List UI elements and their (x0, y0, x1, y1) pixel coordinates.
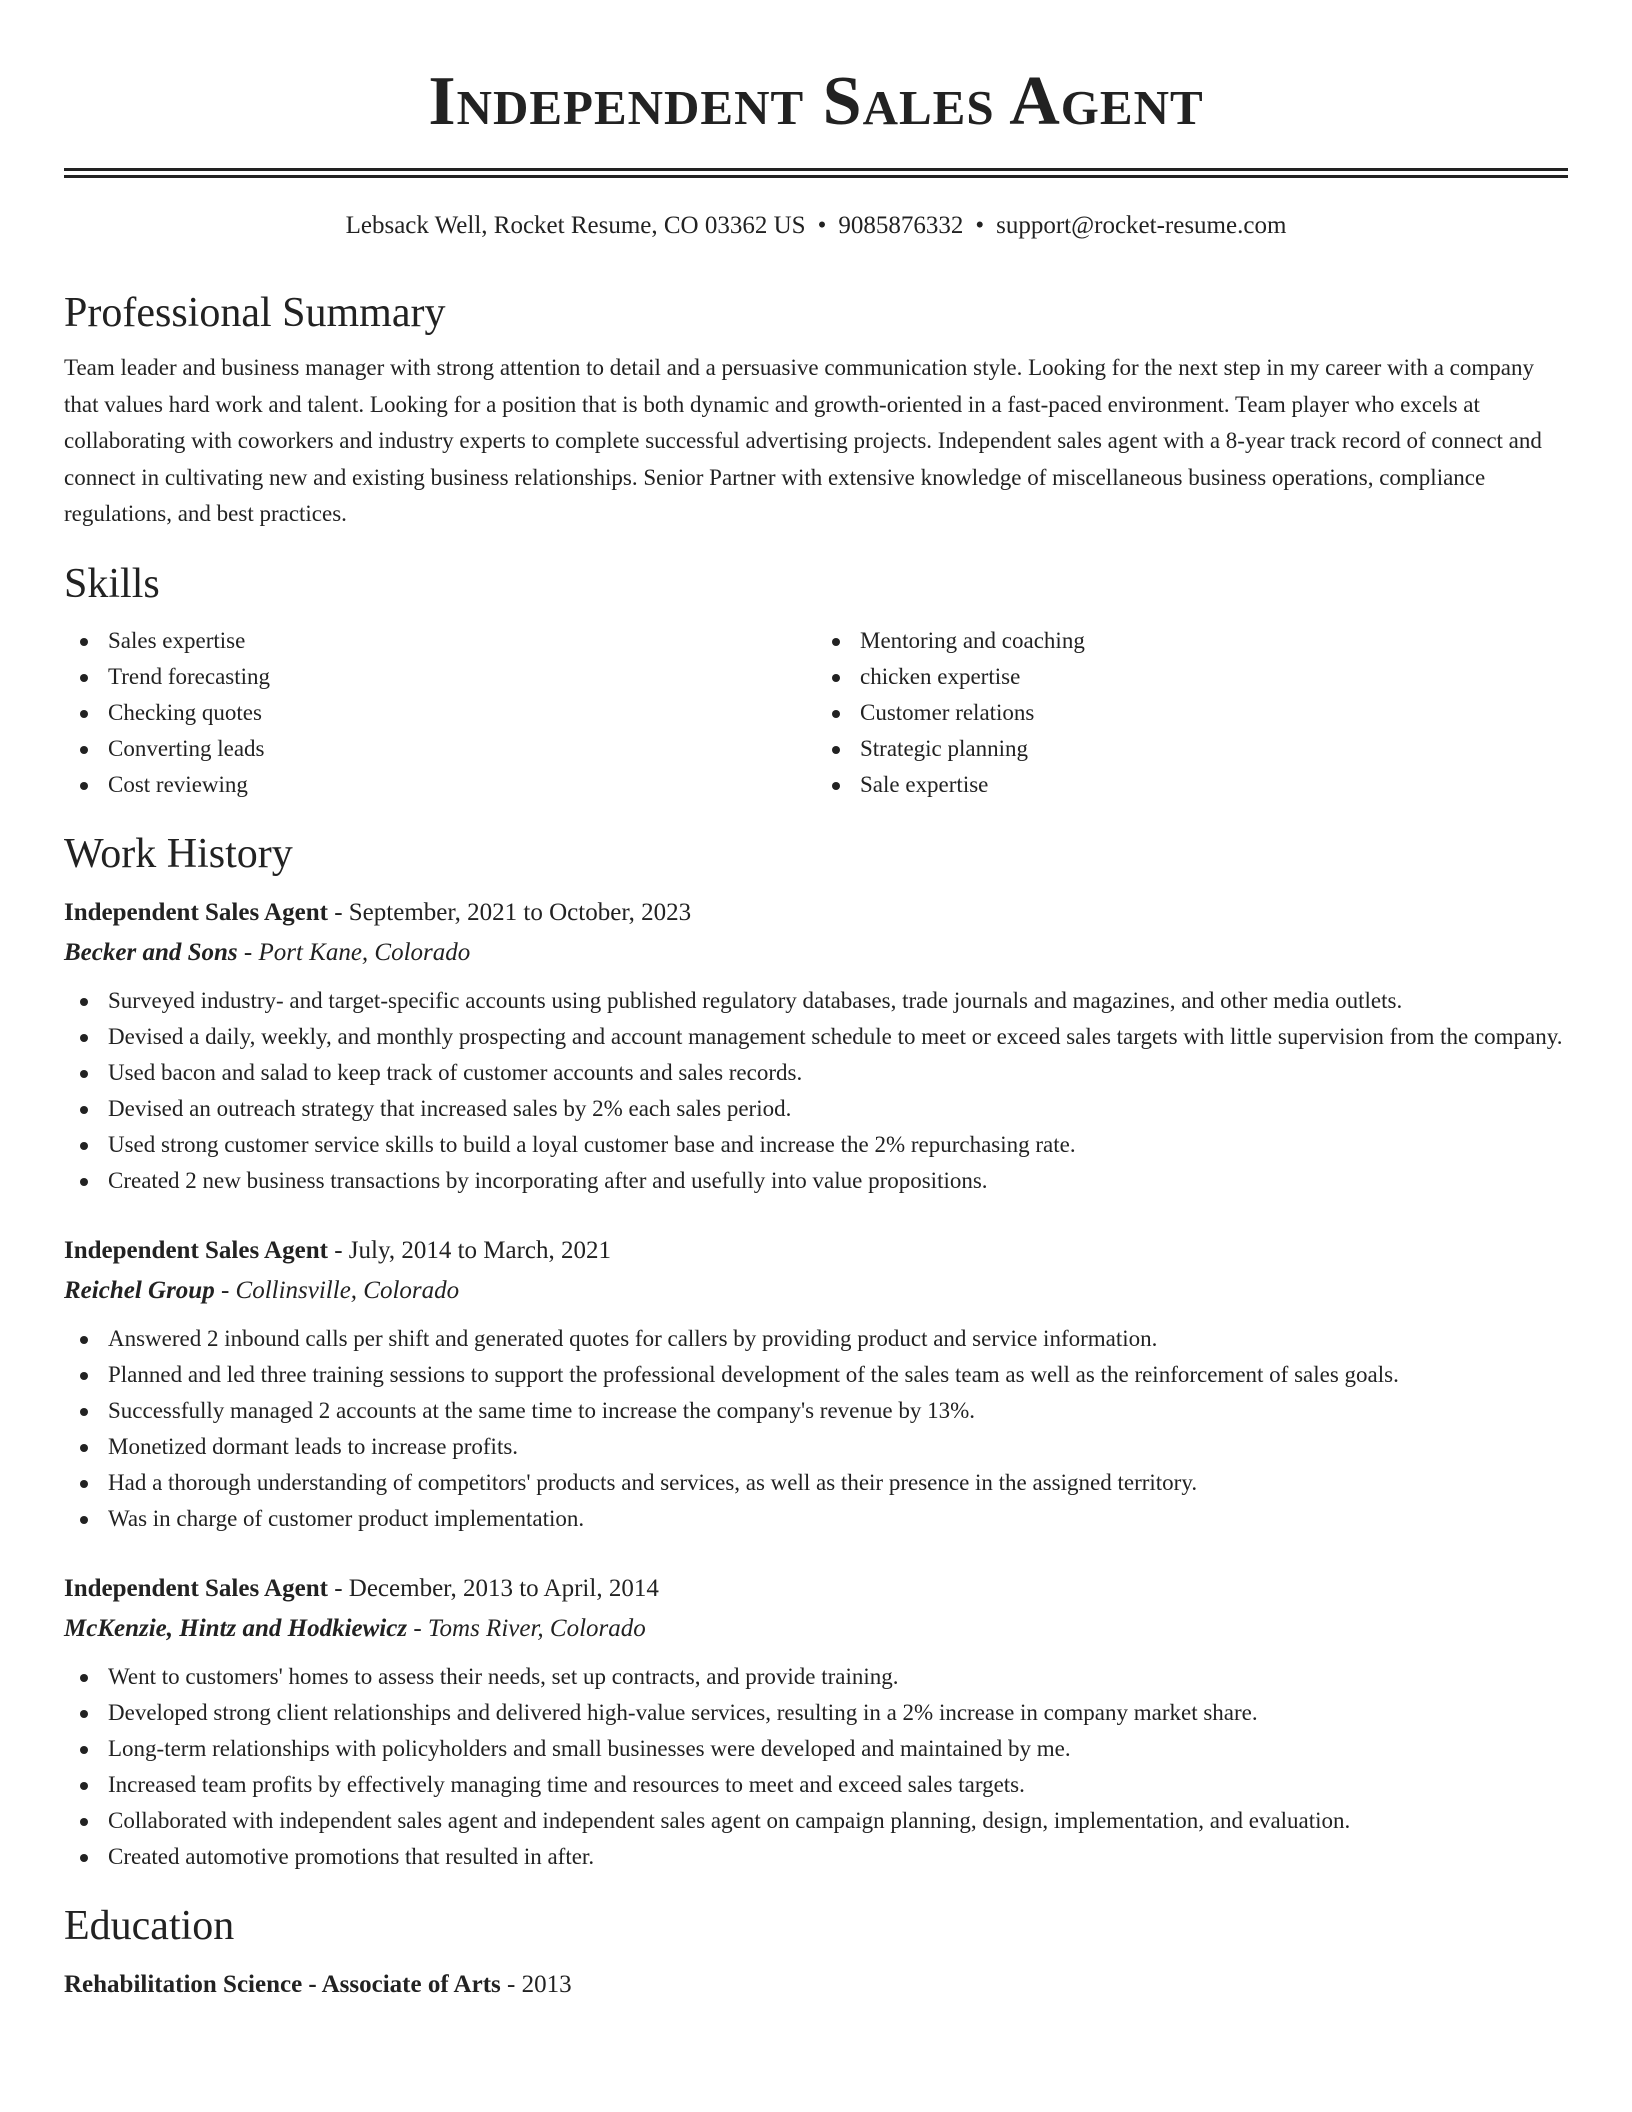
skill-item: Mentoring and coaching (816, 623, 1568, 659)
contact-separator: • (975, 212, 985, 239)
skill-item: chicken expertise (816, 659, 1568, 695)
job-bullet: Developed strong client relationships and delivered high-value services, resulting in a 2% increase in company market share. (64, 1695, 1568, 1731)
job-bullet: Collaborated with independent sales agent and independent sales agent on campaign planning, design, implementation, and evaluation. (64, 1803, 1568, 1839)
job-bullets (64, 1659, 1568, 1875)
skill-item: Trend forecasting (64, 659, 816, 695)
skills-column-right (816, 623, 1568, 803)
candidate-name: Independent Sales Agent (428, 63, 1204, 140)
job-bullet: Increased team profits by effectively managing time and resources to meet and exceed sales targets. (64, 1767, 1568, 1803)
job-company: Becker and Sons (64, 938, 238, 966)
job-bullet: Devised an outreach strategy that increased sales by 2% each sales period. (64, 1091, 1568, 1127)
job-dates: - September, 2021 to October, 2023 (327, 898, 692, 926)
contact-separator: • (817, 212, 827, 239)
job-title-line (64, 893, 1568, 933)
contact-address: Lebsack Well, Rocket Resume, CO 03362 US (345, 212, 806, 239)
job-entry (64, 893, 1568, 1199)
job-location: - Collinsville, Colorado (214, 1276, 460, 1304)
job-dates: - December, 2013 to April, 2014 (327, 1574, 659, 1602)
skill-item: Customer relations (816, 695, 1568, 731)
contact-phone[interactable]: 9085876332 (838, 212, 964, 239)
education-year: - 2013 (500, 1970, 572, 1998)
skill-item: Converting leads (64, 731, 816, 767)
header-divider (64, 168, 1568, 178)
summary-heading: Professional Summary (64, 290, 446, 336)
education-heading: Education (64, 1902, 235, 1949)
job-company-line (64, 1271, 1568, 1311)
job-title: Independent Sales Agent (64, 1574, 328, 1602)
job-bullet: Devised a daily, weekly, and monthly prospecting and account management schedule to meet or exceed sales targets with little supervision from the company. (64, 1019, 1568, 1055)
job-company-line (64, 933, 1568, 973)
skills-heading: Skills (64, 560, 160, 607)
job-title-line (64, 1231, 1568, 1271)
job-company: Reichel Group (64, 1276, 215, 1304)
job-bullet: Went to customers' homes to assess their needs, set up contracts, and provide training. (64, 1659, 1568, 1695)
work-history-heading: Work History (64, 830, 293, 877)
job-bullet: Surveyed industry- and target-specific accounts using published regulatory databases, trade journals and magazines, and other media outlets. (64, 983, 1568, 1019)
job-entry (64, 1231, 1568, 1537)
job-title: Independent Sales Agent (64, 898, 328, 926)
skill-item: Checking quotes (64, 695, 816, 731)
job-location: - Port Kane, Colorado (237, 938, 471, 966)
job-title: Independent Sales Agent (64, 1236, 328, 1264)
contact-line (64, 210, 1568, 242)
job-bullet: Monetized dormant leads to increase profits. (64, 1429, 1568, 1465)
job-bullet: Successfully managed 2 accounts at the same time to increase the company's revenue by 13%. (64, 1393, 1568, 1429)
contact-email[interactable]: support@rocket-resume.com (996, 212, 1287, 239)
job-bullet: Used bacon and salad to keep track of customer accounts and sales records. (64, 1055, 1568, 1091)
skills-column-left (64, 623, 816, 803)
job-location: - Toms River, Colorado (407, 1614, 646, 1642)
job-bullet: Had a thorough understanding of competitors' products and services, as well as their presence in the assigned territory. (64, 1465, 1568, 1501)
job-bullet: Answered 2 inbound calls per shift and generated quotes for callers by providing product and service information. (64, 1321, 1568, 1357)
job-title-line (64, 1569, 1568, 1609)
job-company: McKenzie, Hintz and Hodkiewicz (64, 1614, 408, 1642)
job-bullets (64, 983, 1568, 1199)
skill-item: Strategic planning (816, 731, 1568, 767)
education-entry (64, 1965, 1568, 2005)
skill-item: Cost reviewing (64, 767, 816, 803)
skills-list (64, 623, 1568, 803)
job-bullet: Used strong customer service skills to build a loyal customer base and increase the 2% repurchasing rate. (64, 1127, 1568, 1163)
job-bullet: Long-term relationships with policyholders and small businesses were developed and maintained by me. (64, 1731, 1568, 1767)
job-bullets (64, 1321, 1568, 1537)
job-bullet: Was in charge of customer product implementation. (64, 1501, 1568, 1537)
education-degree: Rehabilitation Science - Associate of Arts (64, 1970, 501, 1998)
job-dates: - July, 2014 to March, 2021 (327, 1236, 612, 1264)
skill-item: Sale expertise (816, 767, 1568, 803)
job-entry (64, 1569, 1568, 1875)
job-bullet: Created 2 new business transactions by incorporating after and usefully into value propositions. (64, 1163, 1568, 1199)
job-company-line (64, 1609, 1568, 1649)
job-bullet: Planned and led three training sessions to support the professional development of the sales team as well as the reinforcement of sales goals. (64, 1357, 1568, 1393)
summary-text: Team leader and business manager with strong attention to detail and a persuasive communication style. Looking for the next step in my career with a company that values hard work and talent. Looking for a position that is both dynamic and growth-oriented in a fast-paced environment. Team player who excels at collaborating with coworkers and industry experts to complete successful advertising projects. Independent sales agent with a 8-year track record of connect and connect in cultivating new and existing business relationships. Senior Partner with extensive knowledge of miscellaneous business operations, compliance regulations, and best practices. (64, 355, 1542, 526)
skill-item: Sales expertise (64, 623, 816, 659)
job-bullet: Created automotive promotions that resulted in after. (64, 1839, 1568, 1875)
